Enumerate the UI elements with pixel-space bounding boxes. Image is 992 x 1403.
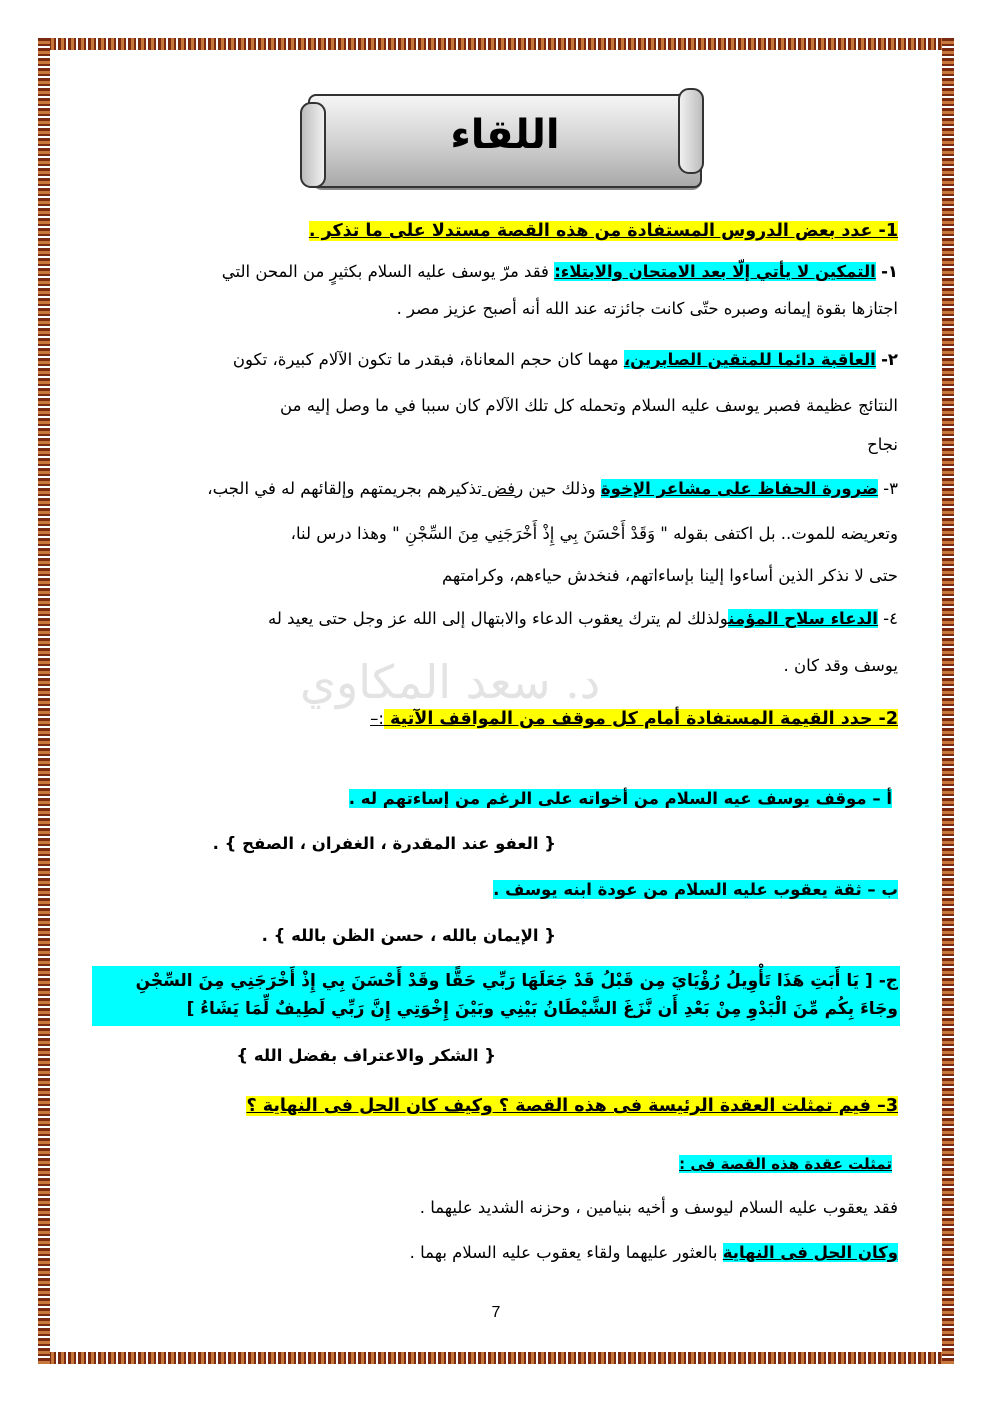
position-a-prompt: أ – موقف يوسف عيه السلام من أخواته على الرغم من إساءتهم له . — [348, 789, 892, 808]
solution-line — [410, 1240, 898, 1266]
decorative-border-left — [38, 38, 50, 1364]
lesson-2-number: ٢- — [881, 350, 898, 369]
lesson-1-line-1: فقد مرّ يوسف عليه السلام بكثيرٍ من المحن التي — [221, 262, 555, 281]
position-c-line-1: ج- [ يَا أَبَتِ هَذَا تَأْوِيلُ رُؤْيَايَ مِن قَبْلُ قَدْ جَعَلَهَا رَبِّي حَقًّا وقَدْ أَحْسَنَ بِي إِذْ أَخْرَجَنِي مِنَ السِّجْنِ — [135, 971, 898, 991]
question-1-text: عدد بعض الدروس المستفادة من هذه القصة مستدلا على ما تذكر . — [308, 221, 879, 241]
question-1-number: 1- — [878, 221, 898, 241]
lesson-item-4 — [268, 606, 898, 632]
position-b-prompt: ب – ثقة يعقوب عليه السلام من عودة ابنه يوسف . — [493, 880, 898, 899]
lesson-3-number: ٣- — [883, 479, 898, 498]
lesson-1-line-2: اجتازها بقوة إيمانه وصبره حتّى كانت جائزته عند الله أنه أصبح عزيز مصر . — [396, 299, 898, 318]
solution-text: بالعثور عليهما ولقاء يعقوب عليه السلام بهما . — [409, 1243, 723, 1262]
title-scroll — [300, 88, 710, 198]
lesson-item-2 — [233, 347, 898, 373]
position-c-answer: { الشكر والاعتراف بفضل الله } — [236, 1046, 496, 1065]
question-3-text: 3– فيم تمثلت العقدة الرئيسة فى هذه القصة ؟ وكيف كان الحل فى النهاية ؟ — [246, 1096, 898, 1116]
position-b-answer: { الإيمان بالله ، حسن الظن بالله } . — [261, 926, 556, 945]
lesson-3-line-3: حتى لا نذكر الذين أساءوا إلينا بإساءاتهم، فنخدش حياءهم، وكرامتهم — [441, 566, 898, 585]
lesson-item-3 — [207, 476, 898, 502]
lesson-3-line-2: وتعريضه للموت.. بل اكتفى بقوله " وَقَدْ أَحْسَنَ بِي إِذْ أَخْرَجَنِي مِنَ السِّجْنِ " وهذا درس لنا، — [290, 524, 898, 543]
lesson-4-line-2: يوسف وقد كان . — [783, 656, 898, 675]
watermark: د. سعد المكاوي — [300, 655, 601, 709]
decorative-border-bottom — [38, 1352, 954, 1364]
lesson-4-number: ٤- — [883, 609, 898, 628]
question-2-number: 2- — [878, 709, 898, 729]
decorative-border-top — [38, 38, 954, 50]
question-2-text: حدد القيمة المستفادة أمام كل موقف من المواقف الآتية — [383, 709, 879, 729]
knot-label: تمثلت عقدة هذه القصة فى : — [679, 1155, 892, 1173]
position-a — [349, 786, 892, 812]
lesson-1-number: ١- — [881, 262, 898, 281]
question-1 — [309, 218, 898, 244]
lesson-2-line-3: نجاح — [867, 435, 898, 454]
position-a-answer: { العفو عند المقدرة ، الغفران ، الصفح } . — [212, 834, 556, 853]
scroll-curl-right — [678, 88, 704, 174]
knot-label-line — [679, 1151, 892, 1177]
lesson-2-line-2: النتائج عظيمة فصبر يوسف عليه السلام وتحمله كل تلك الآلام كان سببا في ما وصل إليه من — [280, 396, 898, 415]
solution-label: وكان الحل فى النهاية — [722, 1243, 898, 1262]
lesson-3-line-1-underlined: رفض — [481, 479, 524, 498]
knot-text: فقد يعقوب عليه السلام ليوسف و أخيه بنيامين ، وحزنه الشديد عليهما . — [419, 1198, 898, 1217]
lesson-4-label: الدعاء سلاح المؤمن — [728, 609, 878, 628]
lesson-3-line-1a: وذلك حين — [523, 479, 601, 498]
lesson-2-line-1: مهما كان حجم المعاناة، فبقدر ما تكون الآلام كبيرة، تكون — [232, 350, 624, 369]
lesson-2-label: العاقبة دائما للمتقين الصابرين، — [623, 350, 876, 369]
lesson-item-1 — [222, 259, 898, 285]
lesson-3-label: ضرورة الحفاظ على مشاعر الإخوة — [600, 479, 878, 498]
question-3 — [246, 1093, 898, 1119]
page-title: اللقاء — [450, 112, 560, 158]
scroll-curl-left — [300, 102, 326, 188]
lesson-3-line-1b: تذكيرهم بجريمتهم وإلقائهم له في الجب، — [207, 479, 482, 498]
page-number: 7 — [491, 1304, 501, 1321]
lesson-1-label: التمكين لا يأتي إلّا بعد الامتحان والابتلاء: — [554, 262, 876, 281]
lesson-4-line-1: ولذلك لم يترك يعقوب الدعاء والابتهال إلى الله عز وجل حتى يعيد له — [267, 609, 729, 628]
question-2 — [370, 706, 898, 732]
position-b — [493, 877, 898, 903]
position-c-line-2: وجَاءَ بِكُم مِّنَ الْبَدْوِ مِنْ بَعْدِ أَن نَّزَغَ الشَّيْطَانُ بَيْنِي وبَيْنَ إِخْوَتِي إِنَّ رَبِّي لَطِيفٌ لِّمَا يَشَاءُ ] — [186, 999, 898, 1019]
decorative-border-right — [942, 38, 954, 1364]
question-2-suffix: :– — [370, 709, 384, 728]
